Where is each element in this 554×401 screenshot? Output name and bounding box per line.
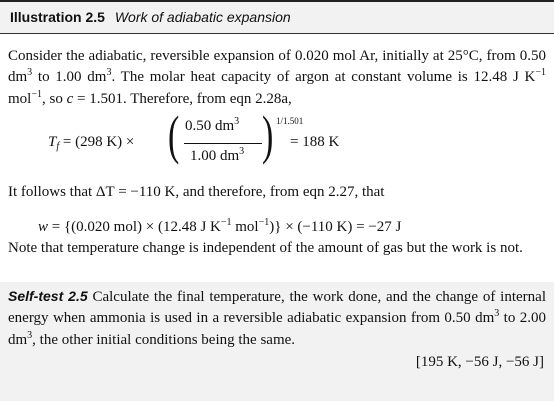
eq-result: = 188 K [290, 134, 340, 150]
intro-sup-3: −1 [535, 67, 546, 78]
intro-text-1: Consider the adiabatic, reversible expansion of 0.020 mol Ar, initially at 25°C, from 0.50 dm [8, 48, 546, 85]
illustration-label: Illustration 2.5 [10, 9, 105, 25]
follow-paragraph: It follows that ΔT = −110 K, and therefore, from eqn 2.27, that [8, 184, 385, 200]
self-test-sup-2: 3 [27, 330, 33, 341]
eq-T: T [48, 134, 57, 150]
intro-sup-4: −1 [31, 89, 42, 100]
fraction-bar [184, 143, 262, 144]
intro-text-3: . The molar heat capacity of argon at constant volume is 12.48 J K [111, 69, 536, 85]
left-paren: ( [168, 106, 180, 166]
eq-denominator [190, 148, 244, 165]
self-test-panel [0, 282, 554, 401]
intro-sup-2: 3 [106, 67, 112, 78]
intro-text-4: mol [8, 91, 32, 107]
eq-w-text-1: = {(0.020 mol) × (12.48 J K [48, 219, 221, 235]
denominator-sup: 3 [239, 146, 245, 157]
self-test-sup-1: 3 [494, 308, 500, 319]
intro-sup-1: 3 [27, 67, 33, 78]
denominator-text: 1.00 dm [190, 148, 240, 164]
intro-c: c [66, 91, 74, 107]
numerator-sup: 3 [234, 116, 240, 127]
eq-T-sub: f [56, 141, 60, 152]
eq-lhs [48, 134, 134, 151]
eq-w-text-3: )} × (−110 K) = −27 J [269, 219, 402, 235]
eq-w-sup-1: −1 [220, 217, 232, 228]
self-test-text-3: , the other initial conditions being the same. [32, 332, 296, 348]
illustration-body [0, 34, 554, 283]
intro-paragraph [8, 46, 546, 111]
temperature-equation [48, 106, 348, 176]
note-paragraph: Note that temperature change is independent of the amount of gas but the work is not. [8, 240, 523, 256]
self-test-label: Self-test 2.5 [8, 288, 88, 304]
eq-lhs-rest: = (298 K) × [59, 134, 135, 150]
illustration-header [0, 0, 554, 34]
eq-w-sup-2: −1 [258, 217, 270, 228]
intro-text-2: to 1.00 dm [32, 69, 107, 85]
header-line [10, 9, 291, 25]
intro-text-6: = 1.501. Therefore, from eqn 2.28a, [73, 91, 292, 107]
eq-exponent: 1/1.501 [276, 116, 304, 126]
intro-text-5: , so [41, 91, 67, 107]
eq-numerator [185, 118, 239, 135]
eq-w-text-2: mol [231, 219, 259, 235]
self-test-text-1: Calculate the final temperature, the work done, and the change of internal energy when ammonia is used in a reversible adiabatic expansion from 0.50 dm [8, 289, 546, 326]
self-test-answer: [195 K, −56 J, −56 J] [415, 354, 544, 370]
work-equation [38, 219, 401, 236]
self-test-paragraph [8, 286, 546, 352]
eq-w-symbol: w [38, 219, 49, 235]
illustration-title: Work of adiabatic expansion [114, 9, 291, 25]
self-test-text-2: to 2.00 dm [8, 310, 547, 348]
right-paren: ) [262, 106, 274, 166]
numerator-text: 0.50 dm [185, 118, 235, 134]
